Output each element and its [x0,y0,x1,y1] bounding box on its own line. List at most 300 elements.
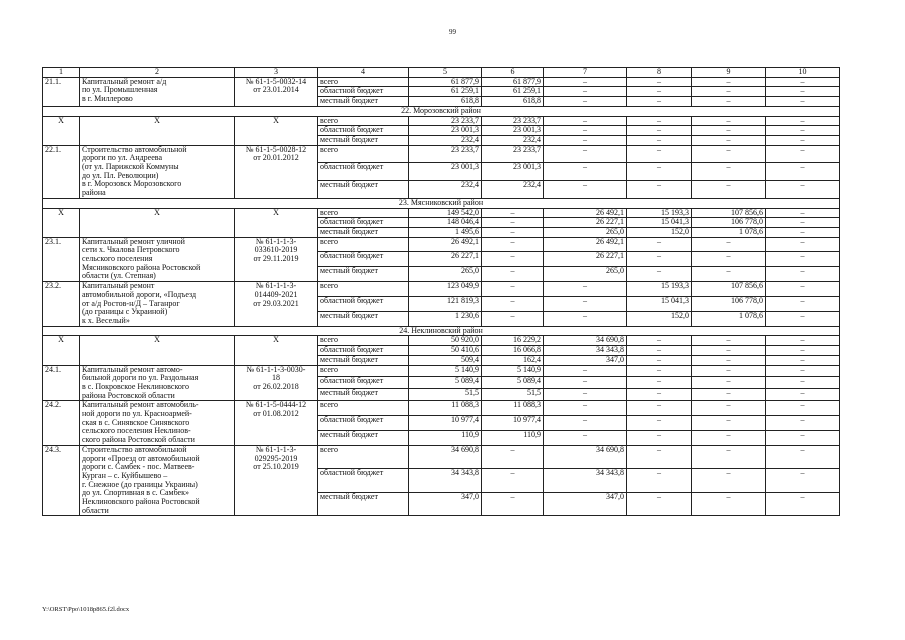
object-name-line: до ул. Пл. Революции) [82,170,159,180]
amount-c9: – [692,401,766,416]
amount-c10: – [766,87,840,97]
budget-type: местный бюджет [318,492,409,516]
amount-c7: 34 690,8 [544,445,627,469]
amount-c6: 5 140,9 [482,365,544,377]
table-row [43,282,840,297]
item-number: 23.1. [43,237,80,282]
amount-c8: – [627,469,692,493]
amount-c8: – [627,116,692,126]
amount-c6: 162,4 [482,355,544,365]
expertise-line: № 61-1-1-3- [255,445,297,454]
object-name-line: Х [154,335,160,345]
expertise-line: от 26.02.2018 [253,381,299,391]
amount-c9: – [692,492,766,516]
amount-c8: – [627,445,692,469]
amount-c5: 26 492,1 [409,237,482,252]
amount-c6: 51,5 [482,389,544,401]
amount-c7: – [544,401,627,416]
amount-c7: – [544,297,627,312]
section-row [43,326,840,336]
expertise-number [235,145,318,198]
amount-c5: 61 259,1 [409,87,482,97]
object-name-line: Неклиновского района Ростовской [82,497,200,507]
budget-type: всего [318,145,409,163]
amount-c6: 23 233,7 [482,145,544,163]
budget-type: областной бюджет [318,218,409,228]
object-name [80,282,235,327]
object-name-line: дороги по ул. Андреева [82,153,163,163]
column-header: 2 [80,68,235,78]
budget-type: всего [318,116,409,126]
amount-c8: – [627,430,692,445]
amount-c10: – [766,365,840,377]
table-row [43,208,840,218]
budget-type: областной бюджет [318,252,409,267]
object-name-line: сельского поселения Неклинов- [82,426,191,436]
object-name-line: к х. Веселый» [82,315,130,325]
expertise-number [235,237,318,282]
object-name-line: Капитальный ремонт уличной [82,237,185,246]
expertise-line: 029295-2019 [254,453,298,463]
amount-c7: – [544,282,627,297]
amount-c6: 61 259,1 [482,87,544,97]
amount-c8: – [627,267,692,282]
amount-c10: – [766,126,840,136]
amount-c7: – [544,77,627,87]
amount-c8: – [627,181,692,199]
object-name-line: ной дороги по ул. Красноармей- [82,409,192,419]
budget-type: местный бюджет [318,311,409,326]
amount-c8: – [627,77,692,87]
amount-c7: – [544,430,627,445]
object-name [80,208,235,237]
amount-c9: – [692,430,766,445]
amount-c6: 10 977,4 [482,416,544,431]
item-number: 24.2. [43,401,80,446]
amount-c10: – [766,416,840,431]
column-header: 10 [766,68,840,78]
expertise-line: от 29.11.2019 [253,254,299,264]
footer-path: Y:\ORST\Ppo\1018p865.f2l.docx [42,606,130,613]
amount-c5: 110,9 [409,430,482,445]
amount-c6: – [482,297,544,312]
amount-c7: – [544,145,627,163]
budget-type: местный бюджет [318,97,409,107]
amount-c9: – [692,355,766,365]
object-name-line: Капитальный ремонт а/д [82,77,167,86]
object-name [80,401,235,446]
expertise-line: № 61-1-1-3- [255,281,297,291]
amount-c9: – [692,87,766,97]
expertise-number [235,365,318,401]
expertise-line: от 01.08.2012 [253,409,299,419]
amount-c6: – [482,267,544,282]
expertise-line: 033610-2019 [254,245,298,255]
object-name-line: Капитальный ремонт [82,281,155,291]
amount-c5: 1 495,6 [409,227,482,237]
amount-c5: 5 089,4 [409,377,482,389]
object-name-line: Капитальный ремонт автомо- [82,365,183,374]
budget-type: областной бюджет [318,416,409,431]
amount-c10: – [766,377,840,389]
budget-type: всего [318,208,409,218]
item-number: 21.1. [43,77,80,106]
expertise-line: № 61-1-1-3-0030- [246,365,306,374]
amount-c7: – [544,416,627,431]
amount-c5: 1 230,6 [409,311,482,326]
budget-type: местный бюджет [318,355,409,365]
amount-c9: – [692,267,766,282]
amount-c7: 34 343,8 [544,346,627,356]
budget-type: местный бюджет [318,227,409,237]
expertise-line: № 61-1-5-0028-12 [245,145,307,154]
amount-c9: – [692,416,766,431]
object-name-line: ская в с. Синявское Синявского [82,417,190,427]
amount-c6: 23 233,7 [482,116,544,126]
amount-c7: 26 492,1 [544,208,627,218]
object-name-line: ского района Ростовской области [82,435,195,445]
amount-c6: 23 001,3 [482,163,544,181]
amount-c9: 1 078,6 [692,227,766,237]
amount-c6: 232,4 [482,135,544,145]
object-name-line: г. Снежное (до границы Украины) [82,479,198,489]
amount-c6: – [482,252,544,267]
expertise-line: от 23.01.2014 [253,85,299,95]
amount-c10: – [766,336,840,346]
item-number: Х [43,116,80,145]
amount-c10: – [766,445,840,469]
amount-c9: – [692,145,766,163]
object-name-line: Х [154,116,160,125]
column-header: 5 [409,68,482,78]
amount-c5: 11 088,3 [409,401,482,416]
table-row [43,365,840,377]
amount-c5: 51,5 [409,389,482,401]
amount-c8: 152,0 [627,227,692,237]
budget-type: местный бюджет [318,181,409,199]
object-name-line: Строительство автомобильной [82,445,187,454]
amount-c6: – [482,282,544,297]
budget-type: всего [318,401,409,416]
amount-c6: 23 001,3 [482,126,544,136]
amount-c6: – [482,218,544,228]
expertise-line: № 61-1-5-0444-12 [245,400,307,410]
amount-c8: – [627,163,692,181]
amount-c7: 265,0 [544,267,627,282]
amount-c8: 15 193,3 [627,282,692,297]
amount-c5: 50 920,0 [409,336,482,346]
amount-c5: 34 690,8 [409,445,482,469]
object-name [80,237,235,282]
budget-type: местный бюджет [318,430,409,445]
column-header: 9 [692,68,766,78]
amount-c10: – [766,145,840,163]
amount-c7: – [544,311,627,326]
amount-c8: – [627,365,692,377]
object-name-line: района [82,188,106,198]
amount-c5: 23 001,3 [409,163,482,181]
expertise-number [235,77,318,106]
amount-c8: – [627,237,692,252]
expertise-number [235,336,318,365]
expertise-number [235,116,318,145]
amount-c5: 10 977,4 [409,416,482,431]
amount-c8: – [627,355,692,365]
item-number: Х [43,208,80,237]
budget-type: областной бюджет [318,87,409,97]
object-name-line: в г. Миллерово [82,94,133,104]
amount-c7: 26 492,1 [544,237,627,252]
amount-c10: – [766,181,840,199]
amount-c6: 11 088,3 [482,401,544,416]
budget-type: всего [318,237,409,252]
amount-c7: 347,0 [544,355,627,365]
budget-type: всего [318,365,409,377]
expertise-line: Х [273,116,279,125]
amount-c6: – [482,492,544,516]
amount-c7: 347,0 [544,492,627,516]
amount-c6: – [482,227,544,237]
object-name-line: Мясниковского района Ростовской [82,262,201,272]
budget-type: всего [318,336,409,346]
amount-c7: 26 227,1 [544,218,627,228]
expertise-number [235,445,318,516]
table-row [43,445,840,469]
object-name-line: в г. Морозовск Морозовского [82,179,182,189]
object-name [80,365,235,401]
column-header: 8 [627,68,692,78]
amount-c7: 34 690,8 [544,336,627,346]
expertise-number [235,282,318,327]
amount-c7: 26 227,1 [544,252,627,267]
amount-c9: 106 778,0 [692,297,766,312]
amount-c7: – [544,163,627,181]
amount-c9: 106 778,0 [692,218,766,228]
amount-c8: – [627,377,692,389]
amount-c9: – [692,469,766,493]
section-title: 24. Неклиновский район [43,326,840,336]
amount-c8: – [627,336,692,346]
item-number: Х [43,336,80,365]
object-name-line: Х [154,208,160,217]
table-row [43,77,840,87]
amount-c10: – [766,77,840,87]
amount-c6: 16 229,2 [482,336,544,346]
amount-c7: – [544,377,627,389]
amount-c6: – [482,469,544,493]
amount-c9: – [692,135,766,145]
object-name-line: до ул. Спортивная в с. Самбек» [82,488,189,498]
table-row [43,116,840,126]
amount-c8: 15 041,3 [627,297,692,312]
amount-c9: – [692,97,766,107]
amount-c10: – [766,163,840,181]
expertise-line: 18 [272,373,280,383]
amount-c10: – [766,346,840,356]
budget-type: областной бюджет [318,297,409,312]
budget-type: всего [318,77,409,87]
amount-c8: – [627,401,692,416]
expertise-line: № 61-1-1-3- [255,237,297,246]
expertise-line: 014409-2021 [254,289,298,299]
expertise-line: от 25.10.2019 [253,462,299,472]
amount-c5: 232,4 [409,181,482,199]
amount-c8: – [627,135,692,145]
object-name-line: дороги с. Самбек - пос. Матвеев- [82,462,195,472]
amount-c10: – [766,311,840,326]
object-name [80,445,235,516]
object-name [80,77,235,106]
amount-c8: – [627,346,692,356]
object-name-line: Капитальный ремонт автомобиль- [82,400,199,410]
amount-c8: – [627,252,692,267]
amount-c6: – [482,311,544,326]
object-name [80,336,235,365]
amount-c9: – [692,336,766,346]
table-body [43,68,840,516]
amount-c10: – [766,282,840,297]
amount-c9: 107 856,6 [692,282,766,297]
amount-c10: – [766,492,840,516]
amount-c5: 149 542,0 [409,208,482,218]
amount-c9: – [692,126,766,136]
page-number: 99 [449,28,456,36]
column-header: 1 [43,68,80,78]
amount-c7: – [544,135,627,145]
amount-c5: 265,0 [409,267,482,282]
amount-c7: – [544,126,627,136]
amount-c5: 148 046,4 [409,218,482,228]
amount-c9: – [692,346,766,356]
amount-c5: 23 001,3 [409,126,482,136]
header-row [43,68,840,78]
amount-c9: – [692,77,766,87]
object-name-line: области (ул. Степная) [82,271,156,281]
amount-c5: 34 343,8 [409,469,482,493]
expertise-number [235,208,318,237]
object-name-line: бильной дороги по ул. Раздольная [82,373,199,383]
amount-c7: 265,0 [544,227,627,237]
object-name-line: по ул. Промышленная [82,85,158,95]
object-name-line: района Ростовской области [82,390,175,400]
amount-c10: – [766,267,840,282]
item-number: 24.3. [43,445,80,516]
object-name-line: сельского поселения [82,254,153,264]
budget-type: всего [318,282,409,297]
amount-c8: – [627,389,692,401]
budget-type: всего [318,445,409,469]
amount-c8: 15 193,3 [627,208,692,218]
table-row [43,401,840,416]
section-title: 22. Морозовский район [43,106,840,116]
amount-c10: – [766,218,840,228]
amount-c10: – [766,355,840,365]
amount-c9: – [692,237,766,252]
amount-c10: – [766,97,840,107]
amount-c8: – [627,145,692,163]
object-name [80,116,235,145]
amount-c7: – [544,389,627,401]
amount-c10: – [766,116,840,126]
amount-c10: – [766,227,840,237]
amount-c10: – [766,252,840,267]
table-row [43,237,840,252]
amount-c5: 618,8 [409,97,482,107]
budget-type: местный бюджет [318,267,409,282]
amount-c6: 618,8 [482,97,544,107]
budget-table [42,67,840,516]
section-row [43,198,840,208]
amount-c5: 232,4 [409,135,482,145]
amount-c6: 5 089,4 [482,377,544,389]
expertise-number [235,401,318,446]
object-name-line: дороги «Проезд от автомобильной [82,453,200,463]
amount-c7: – [544,116,627,126]
amount-c10: – [766,297,840,312]
budget-type: местный бюджет [318,135,409,145]
budget-type: областной бюджет [318,163,409,181]
object-name-line: Строительство автомобильной [82,145,187,154]
expertise-line: № 61-1-5-0032-14 [245,77,307,86]
amount-c5: 23 233,7 [409,116,482,126]
amount-c8: – [627,492,692,516]
column-header: 3 [235,68,318,78]
amount-c6: 232,4 [482,181,544,199]
table-row [43,336,840,346]
amount-c7: – [544,97,627,107]
amount-c5: 509,4 [409,355,482,365]
amount-c7: – [544,365,627,377]
amount-c5: 121 819,3 [409,297,482,312]
item-number: 22.1. [43,145,80,198]
amount-c9: – [692,389,766,401]
amount-c5: 347,0 [409,492,482,516]
amount-c7: – [544,87,627,97]
amount-c9: – [692,181,766,199]
amount-c10: – [766,135,840,145]
amount-c7: 34 343,8 [544,469,627,493]
amount-c9: 1 078,6 [692,311,766,326]
amount-c6: 110,9 [482,430,544,445]
budget-type: областной бюджет [318,377,409,389]
section-title: 23. Мясниковский район [43,198,840,208]
amount-c8: – [627,416,692,431]
amount-c10: – [766,401,840,416]
item-number: 24.1. [43,365,80,401]
amount-c9: 107 856,6 [692,208,766,218]
item-number: 23.2. [43,282,80,327]
budget-type: местный бюджет [318,389,409,401]
amount-c10: – [766,430,840,445]
expertise-line: Х [273,208,279,217]
budget-type: областной бюджет [318,346,409,356]
amount-c5: 5 140,9 [409,365,482,377]
object-name-line: автомобильной дороги, «Подъезд [82,289,197,299]
object-name-line: (до границы с Украиной) [82,307,168,317]
amount-c9: – [692,163,766,181]
amount-c10: – [766,208,840,218]
amount-c6: – [482,208,544,218]
object-name-line: сети х. Чкалова Петровского [82,245,180,255]
column-header: 6 [482,68,544,78]
amount-c8: 15 041,3 [627,218,692,228]
amount-c6: 61 877,9 [482,77,544,87]
amount-c8: – [627,97,692,107]
object-name-line: Курган – с. Куйбышево – [82,470,168,480]
amount-c6: – [482,445,544,469]
amount-c5: 50 410,6 [409,346,482,356]
object-name-line: (от ул. Парижской Коммуны [82,162,179,172]
